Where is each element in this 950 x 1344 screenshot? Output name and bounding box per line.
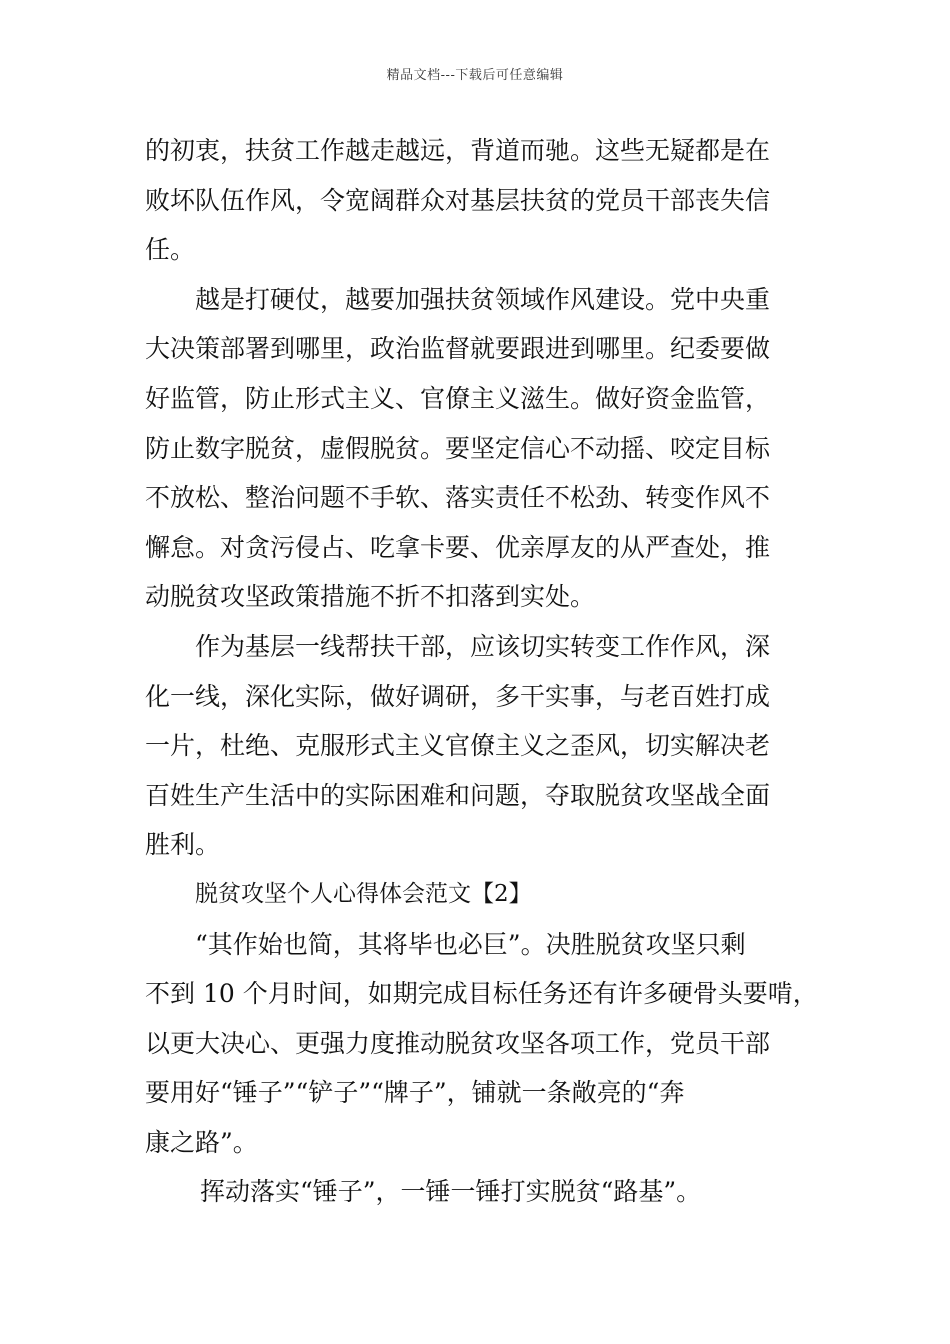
paragraph-line: 防止数字脱贫，虚假脱贫。要坚定信心不动摇、咬定目标 — [145, 433, 771, 463]
paragraph-line: 动脱贫攻坚政策措施不折不扣落到实处。 — [145, 582, 596, 612]
paragraph-line: 好监管，防止形式主义、官僚主义滋生。做好资金监管， — [145, 383, 771, 413]
paragraph-line: 要用好“锤子”“铲子”“牌子”，铺就一条敞亮的“奔 — [145, 1078, 685, 1108]
paragraph-line: 作为基层一线帮扶干部，应该切实转变工作作风，深 — [195, 631, 771, 661]
paragraph-line: 化一线，深化实际，做好调研，多干实事，与老百姓打成 — [145, 681, 771, 711]
paragraph-line: 懈怠。对贪污侵占、吃拿卡要、优亲厚友的从严查处，推 — [145, 532, 771, 562]
paragraph-line: 不放松、整治问题不手软、落实责任不松劲、转变作风不 — [145, 483, 771, 513]
paragraph-line: 越是打硬仗，越要加强扶贫领域作风建设。党中央重 — [195, 284, 771, 314]
paragraph-line: 败坏队伍作风，令宽阔群众对基层扶贫的党员干部丧失信 — [145, 185, 771, 215]
paragraph-line: 挥动落实“锤子”，一锤一锤打实脱贫“路基”。 — [200, 1177, 702, 1207]
paragraph-line: 一片，杜绝、克服形式主义官僚主义之歪风，切实解决老 — [145, 731, 771, 761]
page-header: 精品文档---下载后可任意编辑 — [386, 68, 564, 83]
paragraph-line: 大决策部署到哪里，政治监督就要跟进到哪里。纪委要做 — [145, 334, 771, 364]
paragraph-line: 不到 10 个月时间，如期完成目标任务还有许多硬骨头要啃， — [145, 979, 818, 1009]
paragraph-line: 以更大决心、更强力度推动脱贫攻坚各项工作，党员干部 — [145, 1028, 771, 1058]
paragraph-line: “其作始也简，其将毕也必巨”。决胜脱贫攻坚只剩 — [195, 929, 746, 959]
paragraph-line: 百姓生产生活中的实际困难和问题，夺取脱贫攻坚战全面 — [145, 780, 771, 810]
paragraph-line: 任。 — [145, 235, 196, 265]
paragraph-line: 胜利。 — [145, 830, 221, 860]
paragraph-line: 的初衷，扶贫工作越走越远，背道而驰。这些无疑都是在 — [145, 136, 771, 165]
section-heading: 脱贫攻坚个人心得体会范文【2】 — [195, 880, 532, 907]
paragraph-line: 康之路”。 — [145, 1127, 258, 1157]
document-body — [145, 126, 818, 1217]
